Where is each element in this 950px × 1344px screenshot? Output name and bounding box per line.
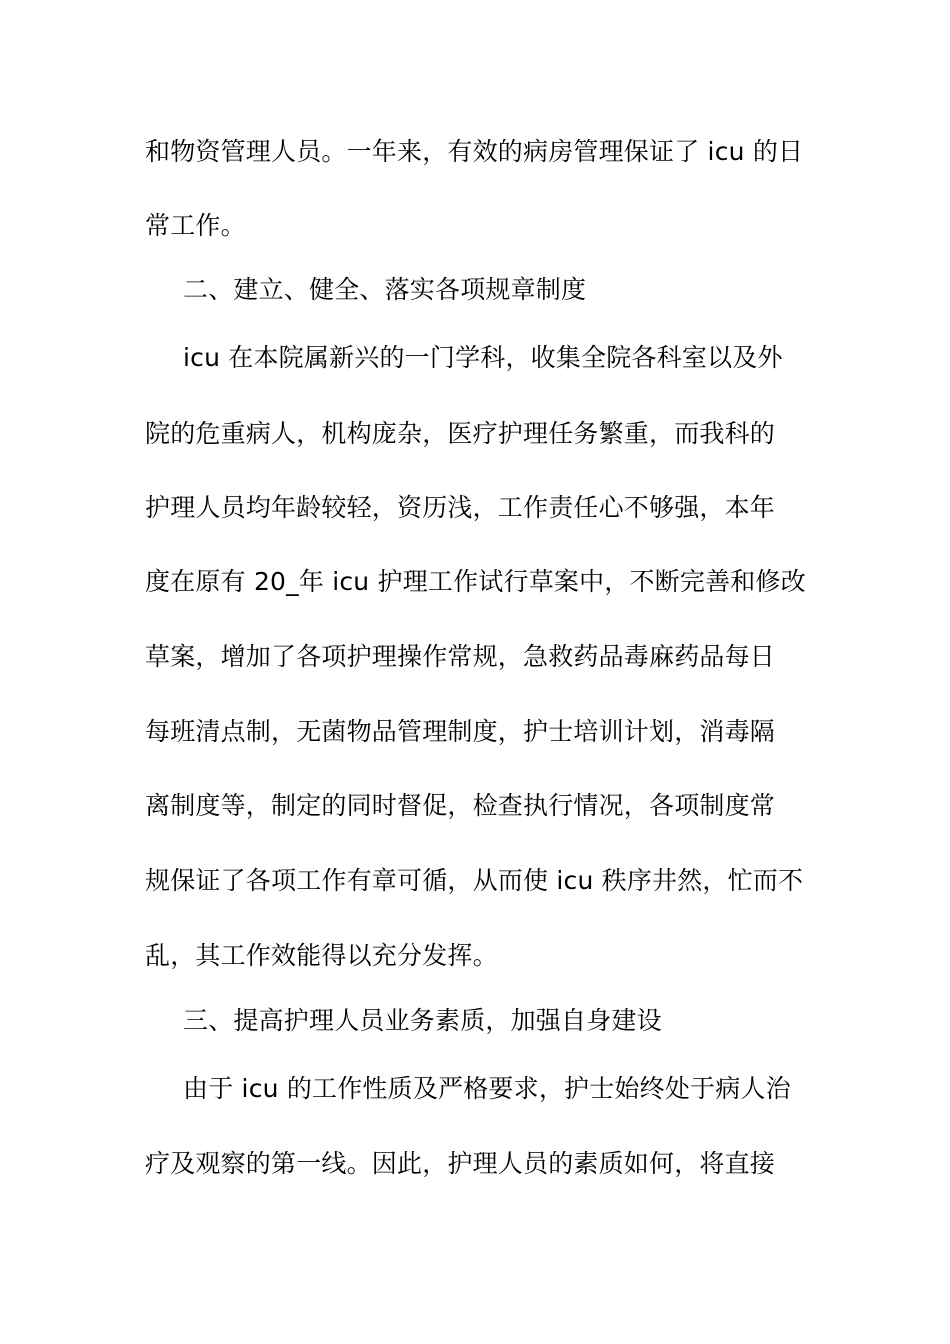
- paragraph-line: 规保证了各项工作有章可循，从而使 icu 秩序井然，忙而不: [145, 866, 804, 895]
- paragraph-line: 常工作。: [145, 211, 246, 240]
- paragraph-line: 草案，增加了各项护理操作常规，急救药品毒麻药品每日: [145, 642, 776, 671]
- paragraph-line: 和物资管理人员。一年来，有效的病房管理保证了 icu 的日: [145, 137, 804, 166]
- section-heading: 二、建立、健全、落实各项规章制度: [183, 275, 587, 304]
- paragraph-line: 院的危重病人，机构庞杂，医疗护理任务繁重，而我科的: [145, 419, 776, 448]
- paragraph-line: 疗及观察的第一线。因此，护理人员的素质如何，将直接: [145, 1149, 776, 1178]
- paragraph-line: 每班清点制，无菌物品管理制度，护士培训计划，消毒隔: [145, 717, 776, 746]
- paragraph-line: 离制度等，制定的同时督促，检查执行情况，各项制度常: [145, 791, 776, 820]
- paragraph-line: 护理人员均年龄较轻，资历浅，工作责任心不够强，本年: [145, 493, 776, 522]
- paragraph-line: icu 在本院属新兴的一门学科，收集全院各科室以及外: [183, 343, 783, 372]
- paragraph-line: 由于 icu 的工作性质及严格要求，护士始终处于病人治: [183, 1074, 791, 1103]
- section-heading: 三、提高护理人员业务素质，加强自身建设: [183, 1006, 662, 1035]
- paragraph-line: 乱，其工作效能得以充分发挥。: [145, 941, 498, 970]
- paragraph-line: 度在原有 20_年 icu 护理工作试行草案中，不断完善和修改: [145, 567, 806, 596]
